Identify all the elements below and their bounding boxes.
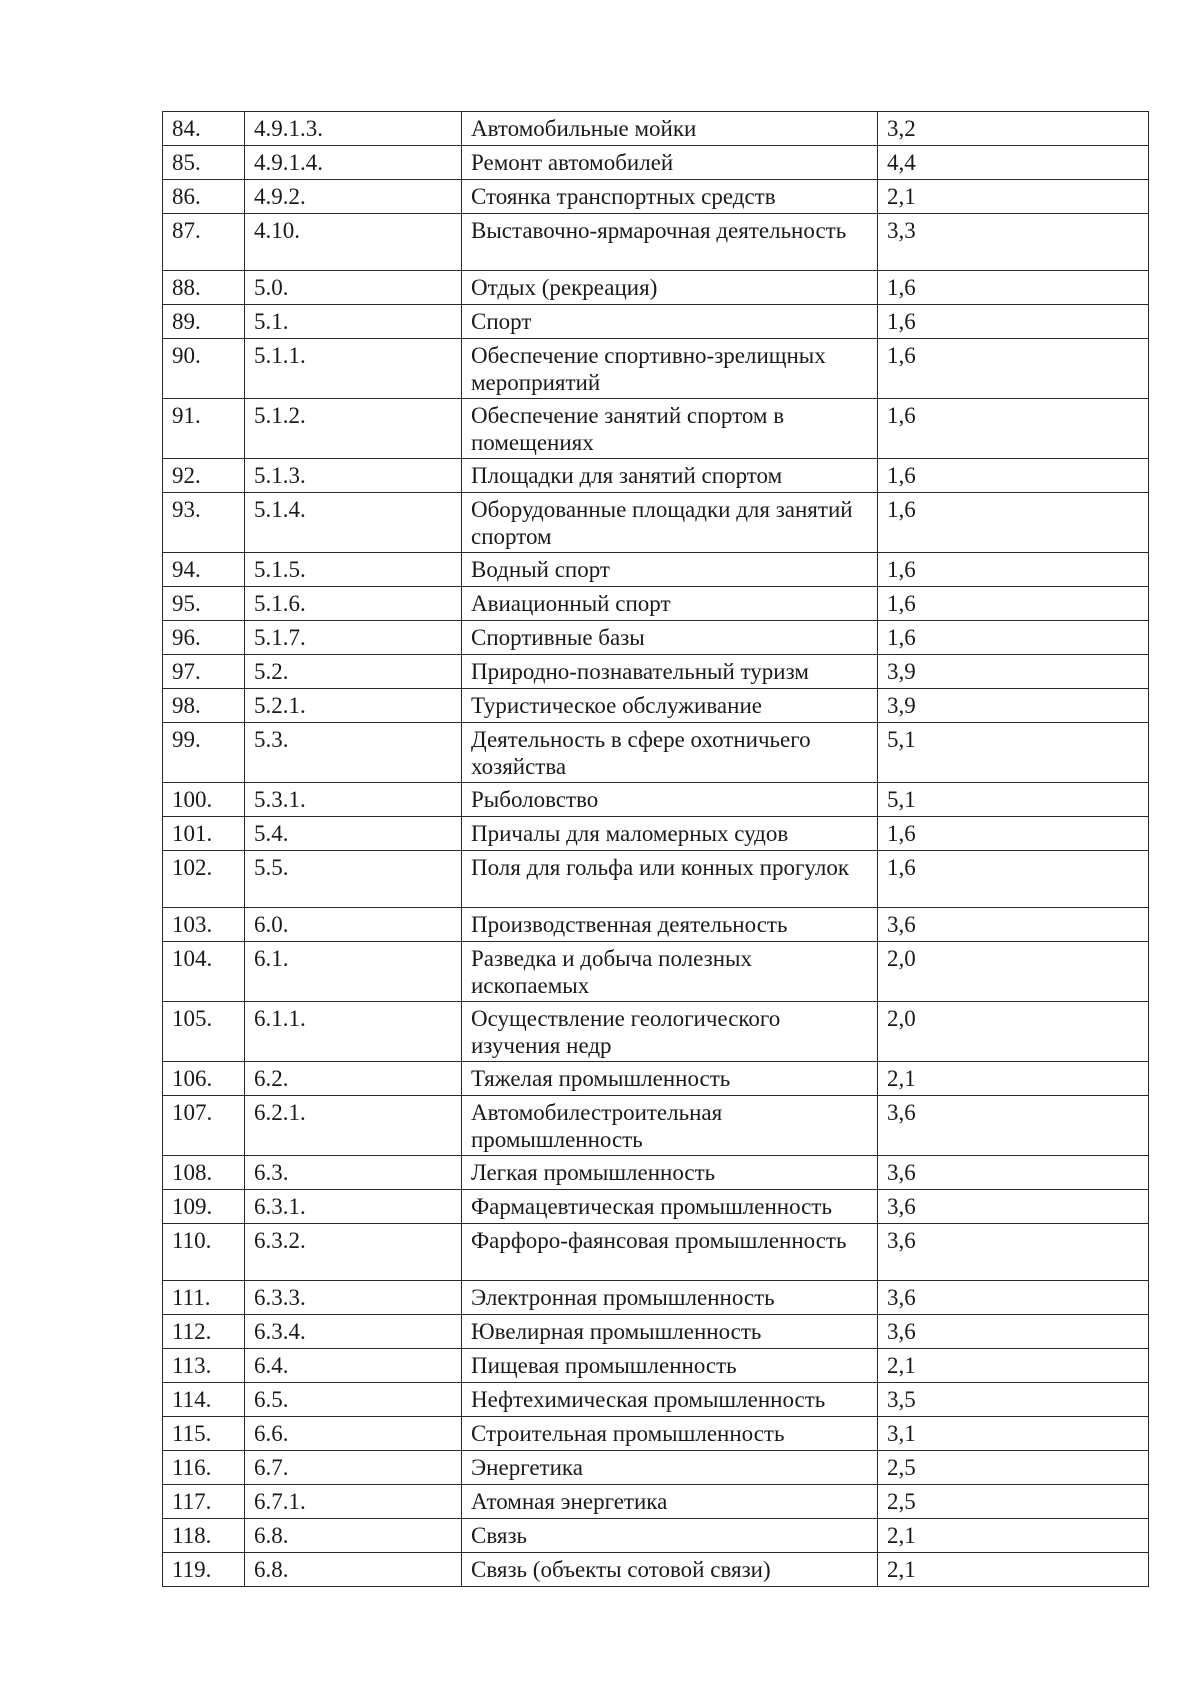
table-row <box>163 493 1149 553</box>
table-row <box>163 1519 1149 1553</box>
use-name-cell: Электронная промышленность <box>462 1281 878 1315</box>
row-number-cell: 97. <box>163 655 245 689</box>
row-number-cell: 118. <box>163 1519 245 1553</box>
coefficient-cell: 1,6 <box>878 587 1149 621</box>
row-number-cell: 103. <box>163 908 245 942</box>
use-name-cell: Связь <box>462 1519 878 1553</box>
table-row <box>163 399 1149 459</box>
coefficient-cell: 5,1 <box>878 783 1149 817</box>
row-number-cell: 102. <box>163 851 245 908</box>
table-row <box>163 339 1149 399</box>
row-number-cell: 96. <box>163 621 245 655</box>
use-name-cell: Авиационный спорт <box>462 587 878 621</box>
row-number-cell: 88. <box>163 271 245 305</box>
use-name-cell: Природно-познавательный туризм <box>462 655 878 689</box>
row-number-cell: 105. <box>163 1002 245 1062</box>
use-name-cell: Пищевая промышленность <box>462 1349 878 1383</box>
table-row <box>163 783 1149 817</box>
table-row <box>163 1002 1149 1062</box>
use-code-cell: 5.1.1. <box>245 339 462 399</box>
coefficient-cell: 3,1 <box>878 1417 1149 1451</box>
use-code-cell: 6.7.1. <box>245 1485 462 1519</box>
row-number-cell: 114. <box>163 1383 245 1417</box>
use-code-cell: 6.6. <box>245 1417 462 1451</box>
row-number-cell: 85. <box>163 146 245 180</box>
table-row <box>163 908 1149 942</box>
row-number-cell: 110. <box>163 1224 245 1281</box>
use-code-cell: 4.9.1.4. <box>245 146 462 180</box>
coefficient-cell: 3,6 <box>878 1281 1149 1315</box>
use-code-cell: 6.0. <box>245 908 462 942</box>
row-number-cell: 117. <box>163 1485 245 1519</box>
row-number-cell: 94. <box>163 553 245 587</box>
coefficient-cell: 1,6 <box>878 817 1149 851</box>
coefficient-cell: 2,5 <box>878 1451 1149 1485</box>
table-row <box>163 1281 1149 1315</box>
use-code-cell: 5.1. <box>245 305 462 339</box>
table-row <box>163 723 1149 783</box>
use-name-cell: Производственная деятельность <box>462 908 878 942</box>
row-number-cell: 92. <box>163 459 245 493</box>
coefficient-cell: 3,9 <box>878 689 1149 723</box>
row-number-cell: 93. <box>163 493 245 553</box>
coefficient-cell: 2,0 <box>878 942 1149 1002</box>
row-number-cell: 98. <box>163 689 245 723</box>
coefficient-cell: 3,9 <box>878 655 1149 689</box>
use-name-cell: Тяжелая промышленность <box>462 1062 878 1096</box>
use-name-cell: Обеспечение занятий спортом в помещениях <box>462 399 878 459</box>
coefficient-cell: 2,1 <box>878 1519 1149 1553</box>
table-row <box>163 1156 1149 1190</box>
table-row <box>163 1096 1149 1156</box>
use-code-cell: 6.1.1. <box>245 1002 462 1062</box>
row-number-cell: 89. <box>163 305 245 339</box>
use-name-cell: Энергетика <box>462 1451 878 1485</box>
use-code-cell: 4.9.2. <box>245 180 462 214</box>
use-name-cell: Нефтехимическая промышленность <box>462 1383 878 1417</box>
use-code-cell: 6.8. <box>245 1519 462 1553</box>
use-name-cell: Ювелирная промышленность <box>462 1315 878 1349</box>
row-number-cell: 84. <box>163 112 245 146</box>
coefficient-cell: 3,6 <box>878 908 1149 942</box>
table-row <box>163 271 1149 305</box>
row-number-cell: 111. <box>163 1281 245 1315</box>
table-row <box>163 1224 1149 1281</box>
use-code-cell: 6.2. <box>245 1062 462 1096</box>
coefficient-cell: 1,6 <box>878 399 1149 459</box>
table-row <box>163 214 1149 271</box>
table-row <box>163 1315 1149 1349</box>
table-row <box>163 553 1149 587</box>
table-row <box>163 621 1149 655</box>
row-number-cell: 86. <box>163 180 245 214</box>
use-name-cell: Осуществление геологического изучения недр <box>462 1002 878 1062</box>
use-code-cell: 6.4. <box>245 1349 462 1383</box>
coefficient-cell: 3,6 <box>878 1096 1149 1156</box>
use-name-cell: Спорт <box>462 305 878 339</box>
coefficient-cell: 1,6 <box>878 621 1149 655</box>
use-code-cell: 5.1.5. <box>245 553 462 587</box>
row-number-cell: 99. <box>163 723 245 783</box>
row-number-cell: 115. <box>163 1417 245 1451</box>
use-name-cell: Автомобильные мойки <box>462 112 878 146</box>
use-code-cell: 5.3. <box>245 723 462 783</box>
use-code-cell: 5.1.3. <box>245 459 462 493</box>
coefficient-cell: 2,0 <box>878 1002 1149 1062</box>
use-name-cell: Обеспечение спортивно-зрелищных мероприятий <box>462 339 878 399</box>
use-code-cell: 5.1.4. <box>245 493 462 553</box>
use-code-cell: 6.3.3. <box>245 1281 462 1315</box>
use-name-cell: Атомная энергетика <box>462 1485 878 1519</box>
use-code-cell: 6.2.1. <box>245 1096 462 1156</box>
row-number-cell: 113. <box>163 1349 245 1383</box>
coefficient-cell: 3,5 <box>878 1383 1149 1417</box>
row-number-cell: 100. <box>163 783 245 817</box>
use-name-cell: Оборудованные площадки для занятий спортом <box>462 493 878 553</box>
use-code-cell: 5.2.1. <box>245 689 462 723</box>
use-code-cell: 6.3.1. <box>245 1190 462 1224</box>
table-row <box>163 942 1149 1002</box>
table-row <box>163 1383 1149 1417</box>
use-code-cell: 6.8. <box>245 1553 462 1587</box>
use-name-cell: Водный спорт <box>462 553 878 587</box>
use-name-cell: Причалы для маломерных судов <box>462 817 878 851</box>
use-code-cell: 5.4. <box>245 817 462 851</box>
table-body <box>163 112 1149 1587</box>
table-row <box>163 1349 1149 1383</box>
coefficient-cell: 1,6 <box>878 305 1149 339</box>
row-number-cell: 90. <box>163 339 245 399</box>
table-row <box>163 1451 1149 1485</box>
use-name-cell: Легкая промышленность <box>462 1156 878 1190</box>
row-number-cell: 87. <box>163 214 245 271</box>
use-name-cell: Автомобилестроительная промышленность <box>462 1096 878 1156</box>
use-name-cell: Стоянка транспортных средств <box>462 180 878 214</box>
table-row <box>163 1062 1149 1096</box>
coefficient-cell: 5,1 <box>878 723 1149 783</box>
coefficient-cell: 1,6 <box>878 553 1149 587</box>
use-name-cell: Деятельность в сфере охотничьего хозяйства <box>462 723 878 783</box>
use-name-cell: Разведка и добыча полезных ископаемых <box>462 942 878 1002</box>
row-number-cell: 108. <box>163 1156 245 1190</box>
use-code-cell: 5.1.2. <box>245 399 462 459</box>
coefficient-cell: 1,6 <box>878 459 1149 493</box>
row-number-cell: 112. <box>163 1315 245 1349</box>
use-code-cell: 4.9.1.3. <box>245 112 462 146</box>
coefficient-cell: 3,3 <box>878 214 1149 271</box>
use-code-cell: 5.5. <box>245 851 462 908</box>
use-code-cell: 6.3. <box>245 1156 462 1190</box>
coefficient-cell: 3,6 <box>878 1224 1149 1281</box>
coefficient-cell: 3,2 <box>878 112 1149 146</box>
coefficient-cell: 2,1 <box>878 1349 1149 1383</box>
coefficient-cell: 3,6 <box>878 1190 1149 1224</box>
use-name-cell: Туристическое обслуживание <box>462 689 878 723</box>
coefficient-cell: 2,1 <box>878 180 1149 214</box>
use-name-cell: Выставочно-ярмарочная деятельность <box>462 214 878 271</box>
use-name-cell: Связь (объекты сотовой связи) <box>462 1553 878 1587</box>
use-name-cell: Площадки для занятий спортом <box>462 459 878 493</box>
table-row <box>163 1485 1149 1519</box>
use-code-cell: 5.3.1. <box>245 783 462 817</box>
coefficient-cell: 2,5 <box>878 1485 1149 1519</box>
row-number-cell: 104. <box>163 942 245 1002</box>
use-code-cell: 6.5. <box>245 1383 462 1417</box>
coefficient-cell: 1,6 <box>878 339 1149 399</box>
row-number-cell: 119. <box>163 1553 245 1587</box>
table-row <box>163 112 1149 146</box>
table-row <box>163 146 1149 180</box>
row-number-cell: 91. <box>163 399 245 459</box>
use-name-cell: Фарфоро-фаянсовая промышленность <box>462 1224 878 1281</box>
use-name-cell: Спортивные базы <box>462 621 878 655</box>
land-use-coefficient-table <box>162 111 1149 1587</box>
use-name-cell: Отдых (рекреация) <box>462 271 878 305</box>
use-code-cell: 6.3.4. <box>245 1315 462 1349</box>
coefficient-cell: 3,6 <box>878 1156 1149 1190</box>
table-row <box>163 689 1149 723</box>
use-name-cell: Строительная промышленность <box>462 1417 878 1451</box>
table-row <box>163 1190 1149 1224</box>
use-code-cell: 4.10. <box>245 214 462 271</box>
coefficient-cell: 2,1 <box>878 1062 1149 1096</box>
coefficient-cell: 1,6 <box>878 271 1149 305</box>
table-row <box>163 180 1149 214</box>
row-number-cell: 106. <box>163 1062 245 1096</box>
row-number-cell: 95. <box>163 587 245 621</box>
use-code-cell: 6.3.2. <box>245 1224 462 1281</box>
use-code-cell: 5.1.7. <box>245 621 462 655</box>
row-number-cell: 101. <box>163 817 245 851</box>
table-row <box>163 459 1149 493</box>
coefficient-cell: 1,6 <box>878 851 1149 908</box>
row-number-cell: 109. <box>163 1190 245 1224</box>
table-row <box>163 1553 1149 1587</box>
table-row <box>163 1417 1149 1451</box>
table-row <box>163 817 1149 851</box>
use-code-cell: 5.1.6. <box>245 587 462 621</box>
table-row <box>163 587 1149 621</box>
use-name-cell: Фармацевтическая промышленность <box>462 1190 878 1224</box>
coefficient-cell: 1,6 <box>878 493 1149 553</box>
table-row <box>163 305 1149 339</box>
use-code-cell: 6.7. <box>245 1451 462 1485</box>
coefficient-cell: 3,6 <box>878 1315 1149 1349</box>
coefficient-cell: 2,1 <box>878 1553 1149 1587</box>
table-row <box>163 851 1149 908</box>
use-code-cell: 5.2. <box>245 655 462 689</box>
use-name-cell: Ремонт автомобилей <box>462 146 878 180</box>
row-number-cell: 116. <box>163 1451 245 1485</box>
use-code-cell: 6.1. <box>245 942 462 1002</box>
use-code-cell: 5.0. <box>245 271 462 305</box>
table-row <box>163 655 1149 689</box>
use-name-cell: Рыболовство <box>462 783 878 817</box>
row-number-cell: 107. <box>163 1096 245 1156</box>
use-name-cell: Поля для гольфа или конных прогулок <box>462 851 878 908</box>
coefficient-cell: 4,4 <box>878 146 1149 180</box>
